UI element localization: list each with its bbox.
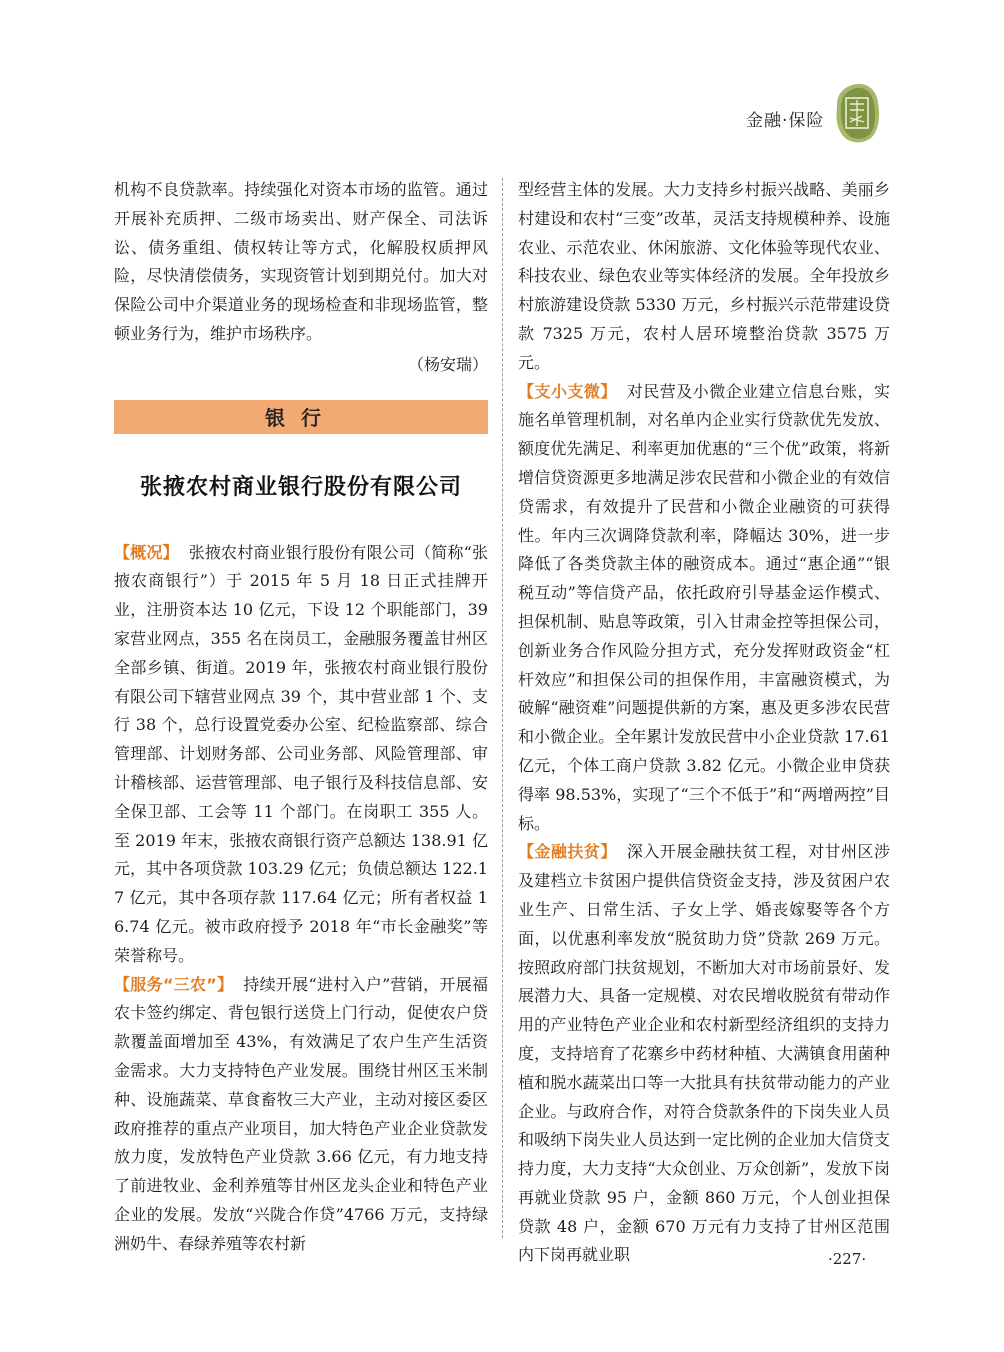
zhixiao-tag: 【支小支微】: [518, 381, 617, 401]
author-byline: （杨安瑞）: [407, 354, 488, 374]
zhixiao-text: 对民营及小微企业建立信息台账，实施名单管理机制，对名单内企业实行贷款优先发放、额度优先满足、利率更加优惠的“三个优”政策，将新增信贷资源更多地满足涉农民营和小微企业的有效信贷需求，有效提升了民营和小微企业融资的可获得性。年内三次调降贷款利率，降幅达 30%，进一步降低了各类贷款主体的融资成本。通过“惠企通”“银税互动”等信贷产品，依托政府引导基金运作模式、担保机制、贴息等政策，引入甘肃金控等担保公司，创新业务合作风险分担方式，充分发挥财政资金“杠杆效应”和担保公司的担保作用，丰富融资模式，为破解“融资难”问题提供新的方案，惠及更多涉农民营和小微企业。全年累计发放民营中小企业贷款 17.61 亿元，个体工商户贷款 3.82 亿元。小微企业申贷获得率 98.53%，实现了“三个不低于”和“两增两控”目标。: [518, 381, 890, 833]
fupin-text: 深入开展金融扶贫工程，对甘州区涉及建档立卡贫困户提供信贷资金支持，涉及贫困户农业生产、日常生活、子女上学、婚丧嫁娶等各个方面，以优惠利率发放“脱贫助力贷”贷款 269 万元。按照政府部门扶贫规划，不断加大对市场前景好、发展潜力大、具备一定规模、对农民增收脱贫有带动作用的产业特色产业企业和农村新型经济组织的支持力度，支持培育了花寨乡中药材种植、大满镇食用菌种植和脱水蔬菜出口等一大批具有扶贫带动能力的产业企业。与政府合作，对符合贷款条件的下岗失业人员和吸纳下岗失业人员达到一定比例的企业加大信贷支持力度，大力支持“大众创业、万众创新”，发放下岗再就业贷款 95 户，金额 860 万元，个人创业担保贷款 48 户，金额 670 万元有力支持了甘州区范围内下岗再就业职: [518, 842, 890, 1265]
zhixiao-paragraph: [518, 378, 890, 839]
section-header-label: 金融·保险: [746, 111, 825, 131]
overview-paragraph: [114, 539, 488, 971]
section-band-title: 银行: [114, 400, 488, 434]
left-column: [114, 176, 488, 1259]
sannong-tag: 【服务“三农”】: [114, 974, 234, 994]
seal-ornament-icon: [832, 82, 882, 144]
overview-text: 张掖农村商业银行股份有限公司（简称“张掖农商银行”）于 2015 年 5 月 18 日正式挂牌开业，注册资本达 10 亿元，下设 12 个职能部门，39 家营业网点，355 名在岗员工，金融服务覆盖甘州区全部乡镇、街道。2019 年，张掖农村商业银行股份有限公司下辖营业网点 39 个，其中营业部 1 个、支行 38 个，总行设置党委办公室、纪检监察部、综合管理部、计划财务部、公司业务部、风险管理部、审计稽核部、运营管理部、电子银行及科技信息部、安全保卫部、工会等 11 个部门。在岗职工 355 人。至 2019 年末，张掖农商银行资产总额达 138.91 亿元，其中各项贷款 103.29 亿元；负债总额达 122.17 亿元，其中各项存款 117.64 亿元；所有者权益 16.74 亿元。被市政府授予 2018 年“市长金融奖”等荣誉称号。: [114, 542, 488, 965]
right-column: [518, 176, 890, 1270]
page-number: ·227·: [828, 1250, 867, 1268]
paragraph-continued: 机构不良贷款率。持续强化对资本市场的监管。通过开展补充质押、二级市场卖出、财产保全、司法诉讼、债务重组、债权转让等方式，化解股权质押风险，尽快清偿债务，实现资管计划到期兑付。加大对保险公司中介渠道业务的现场检查和非现场监管，整顿业务行为，维护市场秩序。: [114, 180, 488, 343]
paragraph-continued-right: 型经营主体的发展。大力支持乡村振兴战略、美丽乡村建设和农村“三变”改革，灵活支持规模种养、设施农业、示范农业、休闲旅游、文化体验等现代农业、科技农业、绿色农业等实体经济的发展。全年投放乡村旅游建设贷款 5330 万元，乡村振兴示范带建设贷款 7325 万元，农村人居环境整治贷款 3575 万元。: [518, 180, 890, 372]
sannong-paragraph: [114, 971, 488, 1259]
sannong-text: 持续开展“进村入户”营销，开展福农卡签约绑定、背包银行送贷上门行动，促使农户贷款覆盖面增加至 43%，有效满足了农户生产生活资金需求。大力支持特色产业发展。围绕甘州区玉米制种、设施蔬菜、草食畜牧三大产业，主动对接区委区政府推荐的重点产业项目，加大特色产业企业贷款发放力度，发放特色产业贷款 3.66 亿元，有力地支持了前进牧业、金利养殖等甘州区龙头企业和特色产业企业的发展。发放“兴陇合作贷”4766 万元，支持绿洲奶牛、春绿养殖等农村新: [114, 974, 488, 1253]
column-divider: [502, 178, 503, 1238]
fupin-tag: 【金融扶贫】: [518, 842, 617, 862]
company-title: 张掖农村商业银行股份有限公司: [139, 474, 462, 500]
fupin-paragraph: [518, 838, 890, 1270]
overview-tag: 【概况】: [114, 542, 179, 562]
